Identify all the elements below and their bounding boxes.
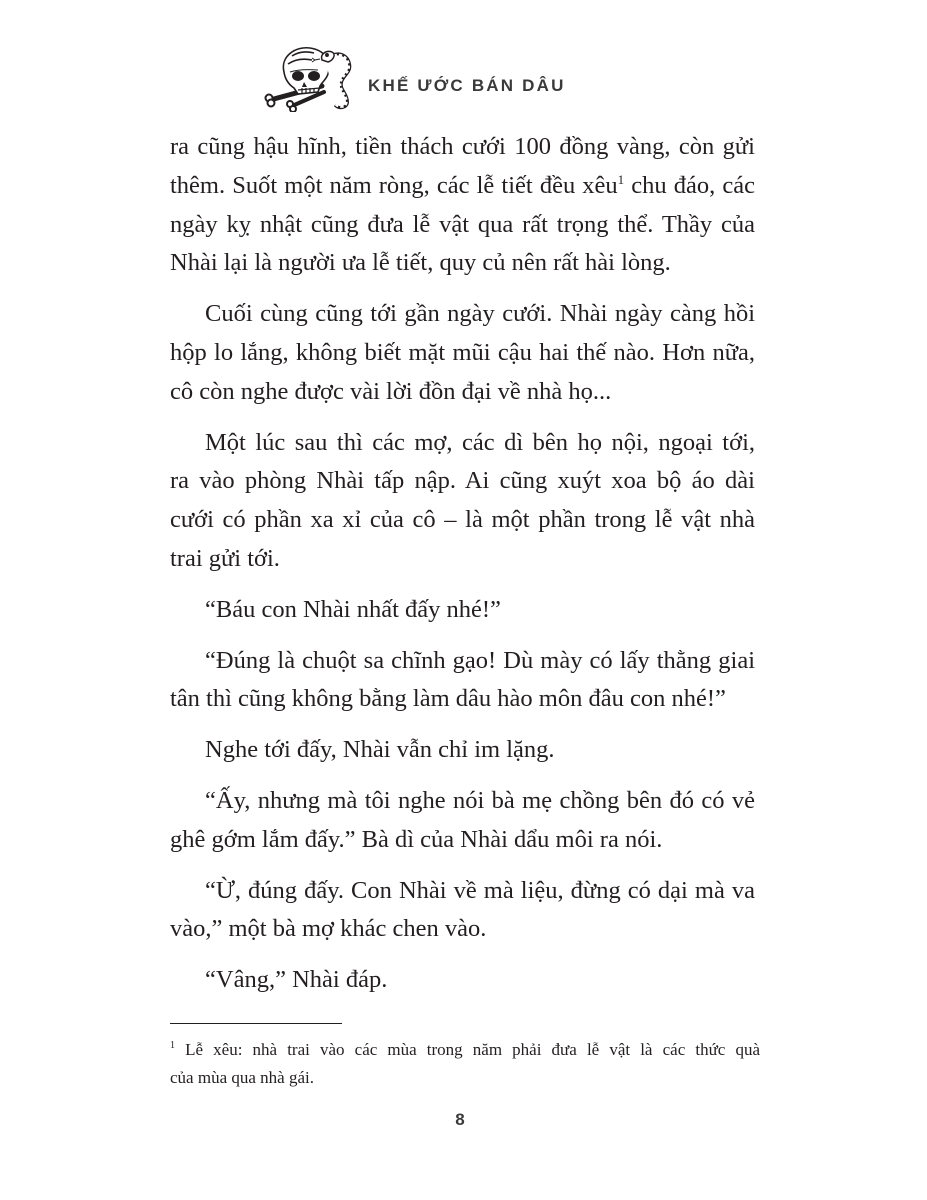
footnote-divider <box>170 1023 342 1024</box>
paragraph-2 <box>170 295 755 411</box>
chapter-body <box>170 128 755 1012</box>
text-line: “Đúng là chuột sa chĩnh gạo! Dù mày có lấy thằng giai <box>205 646 755 674</box>
text-segment: thêm. Suốt một năm ròng, các lễ tiết đều xêu <box>170 171 618 199</box>
page-number: 8 <box>455 1110 465 1129</box>
text-line: “Ừ, đúng đấy. Con Nhài về mà liệu, đừng có dại mà va <box>205 876 755 904</box>
text-line: ra cũng hậu hĩnh, tiền thách cưới 100 đồng vàng, còn gửi <box>170 133 755 160</box>
text-line: tân thì cũng không bằng làm dâu hào môn đâu con nhé!” <box>170 685 726 713</box>
text-line: vào,” một bà mợ khác chen vào. <box>170 915 487 943</box>
paragraph-7 <box>170 782 755 860</box>
paragraph-5 <box>170 642 755 720</box>
text-line: “Báu con Nhài nhất đấy nhé!” <box>205 595 501 623</box>
paragraph-9 <box>170 961 755 1000</box>
text-line: Nghe tới đấy, Nhài vẫn chỉ im lặng. <box>205 736 555 764</box>
text-line: hộp lo lắng, không biết mặt mũi cậu hai thế nào. Hơn nữa, <box>170 338 755 366</box>
text-line <box>170 167 755 206</box>
paragraph-1 <box>170 128 755 283</box>
footnote-marker[interactable]: 1 <box>617 171 625 187</box>
text-line: Cuối cùng cũng tới gần ngày cưới. Nhài ngày càng hồi <box>205 300 755 328</box>
text-line: ngày kỵ nhật cũng đưa lễ vật qua rất trọng thể. Thầy của <box>170 210 755 238</box>
text-line: “Vâng,” Nhài đáp. <box>205 966 388 994</box>
text-line: “Ấy, nhưng mà tôi nghe nói bà mẹ chồng bên đó có vẻ <box>205 786 755 814</box>
paragraph-6 <box>170 731 755 770</box>
paragraph-3 <box>170 424 755 579</box>
skull-and-snake-emblem-icon <box>262 42 362 112</box>
footnote-number: 1 <box>170 1040 175 1051</box>
text-line: ghê gớm lắm đấy.” Bà dì của Nhài dẩu môi ra nói. <box>170 825 663 853</box>
footnote <box>170 1036 760 1092</box>
text-line: trai gửi tới. <box>170 544 280 572</box>
text-line: Một lúc sau thì các mợ, các dì bên họ nội, ngoại tới, <box>205 428 755 456</box>
running-title: KHẾ ƯỚC BÁN DÂU <box>368 76 566 95</box>
footnote-line <box>170 1036 760 1064</box>
text-line: Nhài lại là người ưa lễ tiết, quy củ nên rất hài lòng. <box>170 249 671 277</box>
footnote-line: của mùa qua nhà gái. <box>170 1068 314 1087</box>
footnote-text: Lễ xêu: nhà trai vào các mùa trong năm phải đưa lễ vật là các thức quà <box>175 1040 760 1059</box>
text-line: cưới có phần xa xỉ của cô – là một phần trong lễ vật nhà <box>170 506 755 534</box>
text-line: cô còn nghe được vài lời đồn đại về nhà họ... <box>170 377 612 405</box>
text-segment: chu đáo, các <box>624 171 755 199</box>
paragraph-4 <box>170 591 755 630</box>
paragraph-8 <box>170 872 755 950</box>
text-line: ra vào phòng Nhài tấp nập. Ai cũng xuýt xoa bộ áo dài <box>170 467 755 495</box>
page-header <box>262 42 362 112</box>
